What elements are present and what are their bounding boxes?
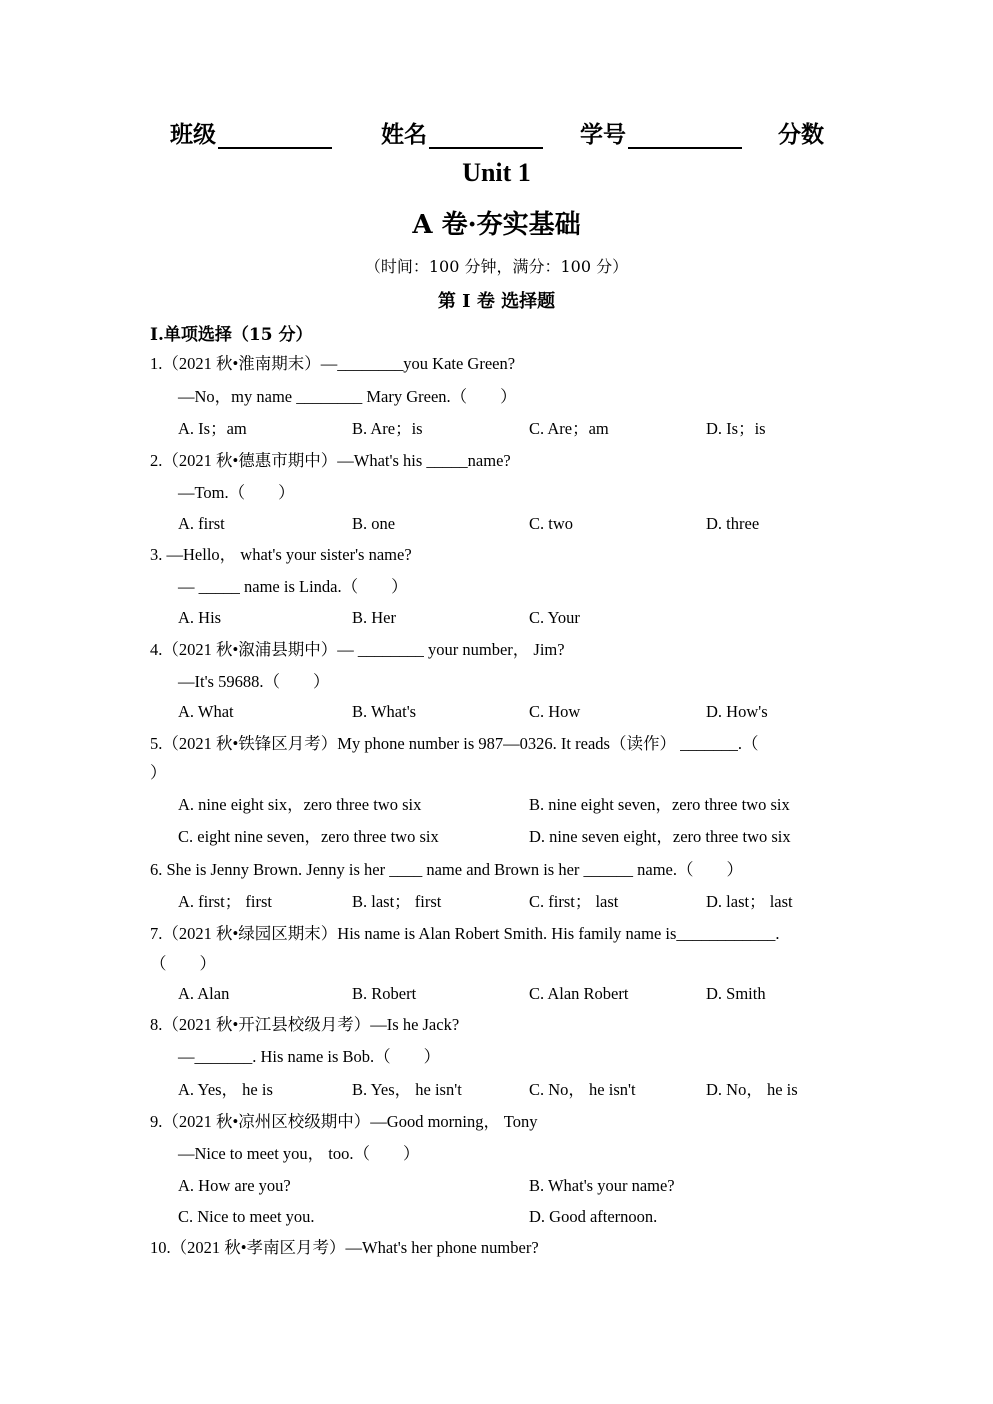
question-4-stem: 4.（2021 秋•溆浦县期中）— ________ your number， Jim? [150,640,565,659]
name-label: 姓名 [381,121,427,148]
question-3-option-a[interactable]: A. His [178,608,222,627]
student-id-field [580,116,742,149]
question-9-option-c[interactable]: C. Nice to meet you. [178,1207,315,1226]
paper-title: A 卷·夯实基础 [412,210,581,240]
unit-title: Unit 1 [462,158,531,187]
question-8-option-a[interactable]: A. Yes， he is [178,1080,273,1099]
question-5-option-d[interactable]: D. nine seven eight，zero three two six [529,827,791,846]
question-3-stem: 3. —Hello， what's your sister's name? [150,545,412,564]
question-1-answer-line: —No，my name ________ Mary Green.（ ） [178,387,517,406]
question-2-option-b[interactable]: B. one [352,514,396,533]
question-7-option-a[interactable]: A. Alan [178,984,230,1003]
question-5-stem-continued: ） [150,763,167,782]
part-title: 第 I 卷 选择题 [437,291,556,312]
question-1-option-d[interactable]: D. Is；is [706,419,766,438]
question-2-stem: 2.（2021 秋•德惠市期中）—What's his _____name? [150,451,511,470]
score-label: 分数 [778,121,824,148]
student-id-blank[interactable] [628,122,742,149]
question-8-option-b[interactable]: B. Yes， he isn't [352,1080,462,1099]
question-3-answer-line: — _____ name is Linda.（ ） [178,577,408,596]
question-5-option-a[interactable]: A. nine eight six，zero three two six [178,795,422,814]
question-7-stem-continued: （ ） [150,954,216,973]
question-10-stem: 10.（2021 秋•孝南区月考）—What's her phone number? [150,1238,539,1257]
question-5-option-c[interactable]: C. eight nine seven，zero three two six [178,827,439,846]
section-title: I.单项选择（15 分） [150,325,313,345]
question-2-option-a[interactable]: A. first [178,514,225,533]
question-4-option-b[interactable]: B. What's [352,702,417,721]
question-3-option-b[interactable]: B. Her [352,608,396,627]
question-8-option-d[interactable]: D. No， he is [706,1080,798,1099]
question-9-stem: 9.（2021 秋•凉州区校级期中）—Good morning， Tony [150,1112,538,1131]
question-6-option-b[interactable]: B. last； first [352,892,442,911]
question-6-option-c[interactable]: C. first； last [529,892,619,911]
question-5-stem: 5.（2021 秋•铁锋区月考）My phone number is 987—0326. It reads（读作） _______.（ [150,734,759,753]
question-1-stem: 1.（2021 秋•淮南期末）—________you Kate Green? [150,354,516,373]
question-4-option-c[interactable]: C. How [529,702,581,721]
question-7-option-d[interactable]: D. Smith [706,984,766,1003]
question-7-stem: 7.（2021 秋•绿园区期末）His name is Alan Robert Smith. His family name is____________. [150,924,780,943]
question-1-option-a[interactable]: A. Is；am [178,419,247,438]
question-3-option-c[interactable]: C. Your [529,608,580,627]
question-2-option-d[interactable]: D. three [706,514,760,533]
question-9-option-d[interactable]: D. Good afternoon. [529,1207,658,1226]
question-1-option-b[interactable]: B. Are；is [352,419,423,438]
question-9-option-a[interactable]: A. How are you? [178,1176,291,1195]
class-label: 班级 [170,121,216,148]
question-5-option-b[interactable]: B. nine eight seven，zero three two six [529,795,790,814]
class-field [170,116,332,149]
question-2-answer-line: —Tom.（ ） [178,483,295,502]
question-4-option-a[interactable]: A. What [178,702,234,721]
question-9-answer-line: —Nice to meet you， too.（ ） [178,1144,420,1163]
question-8-stem: 8.（2021 秋•开江县校级月考）—Is he Jack? [150,1015,460,1034]
question-1-option-c[interactable]: C. Are；am [529,419,609,438]
name-blank[interactable] [429,122,543,149]
question-8-answer-line: —_______. His name is Bob.（ ） [178,1047,441,1066]
question-9-option-b[interactable]: B. What's your name? [529,1176,675,1195]
time-note: （时间：100 分钟，满分：100 分） [364,257,629,276]
question-6-option-a[interactable]: A. first； first [178,892,272,911]
question-7-option-c[interactable]: C. Alan Robert [529,984,629,1003]
class-blank[interactable] [218,122,332,149]
question-8-option-c[interactable]: C. No， he isn't [529,1080,636,1099]
score-field [778,116,824,149]
question-4-answer-line: —It's 59688.（ ） [178,672,330,691]
question-4-option-d[interactable]: D. How's [706,702,768,721]
question-7-option-b[interactable]: B. Robert [352,984,417,1003]
question-6-option-d[interactable]: D. last； last [706,892,793,911]
question-6-stem: 6. She is Jenny Brown. Jenny is her ____ name and Brown is her ______ name.（ ） [150,860,744,879]
student-id-label: 学号 [580,121,626,148]
name-field [381,116,543,149]
question-2-option-c[interactable]: C. two [529,514,574,533]
